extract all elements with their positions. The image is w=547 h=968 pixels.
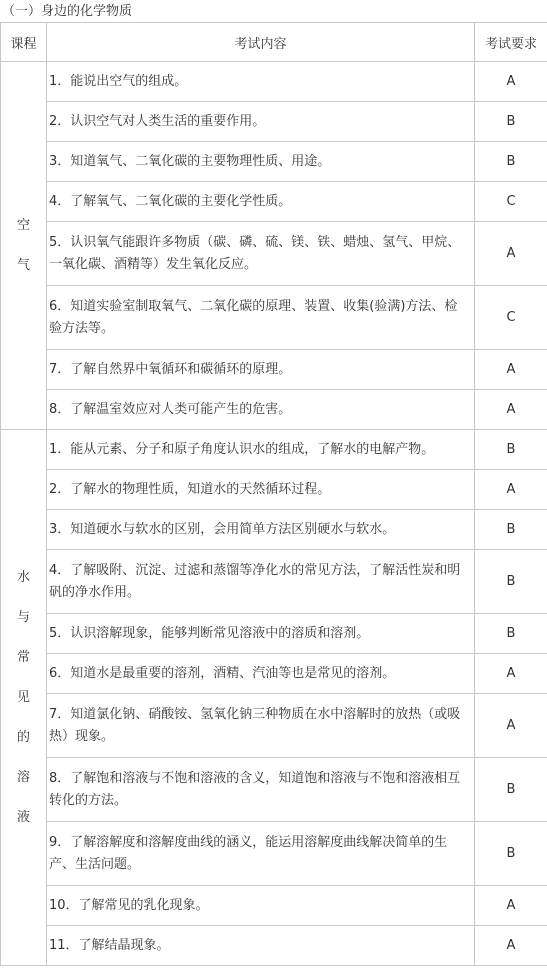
exam-content-cell: 10．了解常见的乳化现象。	[47, 886, 475, 926]
requirement-level-cell: A	[475, 926, 547, 966]
exam-content-cell: 8．了解温室效应对人类可能产生的危害。	[47, 390, 475, 430]
requirement-level-cell: A	[475, 654, 547, 694]
section-caption: （一）身边的化学物质	[2, 4, 133, 19]
exam-content-cell: 9．了解溶解度和溶解度曲线的涵义，能运用溶解度曲线解决简单的生产、生活问题。	[47, 822, 475, 886]
exam-requirements-table	[0, 22, 547, 966]
requirement-level-cell: B	[475, 510, 547, 550]
header-content: 考试内容	[47, 23, 475, 62]
requirement-level-cell: A	[475, 62, 547, 102]
table-row	[1, 142, 547, 182]
exam-content-cell: 1．能说出空气的组成。	[47, 62, 475, 102]
exam-content-cell: 2．了解水的物理性质，知道水的天然循环过程。	[47, 470, 475, 510]
exam-content-cell: 7．了解自然界中氧循环和碳循环的原理。	[47, 350, 475, 390]
table-row	[1, 886, 547, 926]
course-cell	[1, 430, 47, 966]
requirement-level-cell: B	[475, 550, 547, 614]
course-char: 与	[16, 609, 30, 625]
requirement-level-cell: A	[475, 350, 547, 390]
table-row	[1, 550, 547, 614]
table-row	[1, 350, 547, 390]
table-header-row	[1, 23, 547, 62]
requirement-level-cell: B	[475, 102, 547, 142]
requirement-level-cell: C	[475, 182, 547, 222]
table-row	[1, 62, 547, 102]
exam-content-cell: 3．知道氧气、二氧化碳的主要物理性质、用途。	[47, 142, 475, 182]
course-char: 空	[16, 217, 30, 233]
table-body	[1, 62, 547, 966]
course-char: 溶	[16, 769, 30, 785]
exam-content-cell: 4．了解氧气、二氧化碳的主要化学性质。	[47, 182, 475, 222]
table-row	[1, 286, 547, 350]
table-row	[1, 182, 547, 222]
requirement-level-cell: B	[475, 142, 547, 182]
requirement-level-cell: A	[475, 222, 547, 286]
requirement-level-cell: B	[475, 758, 547, 822]
requirement-level-cell: B	[475, 822, 547, 886]
exam-content-cell: 3．知道硬水与软水的区别，会用简单方法区别硬水与软水。	[47, 510, 475, 550]
exam-content-cell: 4．了解吸附、沉淀、过滤和蒸馏等净化水的常见方法，了解活性炭和明矾的净水作用。	[47, 550, 475, 614]
table-row	[1, 614, 547, 654]
table-row	[1, 430, 547, 470]
exam-content-cell: 2．认识空气对人类生活的重要作用。	[47, 102, 475, 142]
requirement-level-cell: A	[475, 470, 547, 510]
exam-content-cell: 6．知道实验室制取氧气、二氧化碳的原理、装置、收集(验满)方法、检验方法等。	[47, 286, 475, 350]
table-row	[1, 694, 547, 758]
table-row	[1, 654, 547, 694]
table-row	[1, 222, 547, 286]
header-level: 考试要求	[475, 23, 547, 62]
table-row	[1, 470, 547, 510]
table-row	[1, 926, 547, 966]
exam-content-cell: 7．知道氯化钠、硝酸铵、氢氧化钠三种物质在水中溶解时的放热（或吸热）现象。	[47, 694, 475, 758]
course-char: 的	[16, 729, 30, 745]
exam-content-cell: 5．认识溶解现象，能够判断常见溶液中的溶质和溶剂。	[47, 614, 475, 654]
table-row	[1, 102, 547, 142]
course-char: 常	[16, 649, 30, 665]
course-char: 见	[16, 689, 30, 705]
table-row	[1, 758, 547, 822]
table-row	[1, 822, 547, 886]
exam-content-cell: 1．能从元素、分子和原子角度认识水的组成，了解水的电解产物。	[47, 430, 475, 470]
requirement-level-cell: B	[475, 614, 547, 654]
course-char: 液	[16, 809, 30, 825]
requirement-level-cell: A	[475, 390, 547, 430]
requirement-level-cell: C	[475, 286, 547, 350]
course-char: 气	[16, 257, 30, 273]
header-course: 课程	[1, 23, 47, 62]
table-row	[1, 390, 547, 430]
requirement-level-cell: B	[475, 430, 547, 470]
exam-content-cell: 8．了解饱和溶液与不饱和溶液的含义，知道饱和溶液与不饱和溶液相互转化的方法。	[47, 758, 475, 822]
requirement-level-cell: A	[475, 886, 547, 926]
course-cell	[1, 62, 47, 430]
requirement-level-cell: A	[475, 694, 547, 758]
exam-content-cell: 5．认识氧气能跟许多物质（碳、磷、硫、镁、铁、蜡烛、氢气、甲烷、一氧化碳、酒精等）发生氧化反应。	[47, 222, 475, 286]
table-row	[1, 510, 547, 550]
course-char: 水	[16, 569, 30, 585]
exam-content-cell: 6．知道水是最重要的溶剂，酒精、汽油等也是常见的溶剂。	[47, 654, 475, 694]
exam-content-cell: 11．了解结晶现象。	[47, 926, 475, 966]
